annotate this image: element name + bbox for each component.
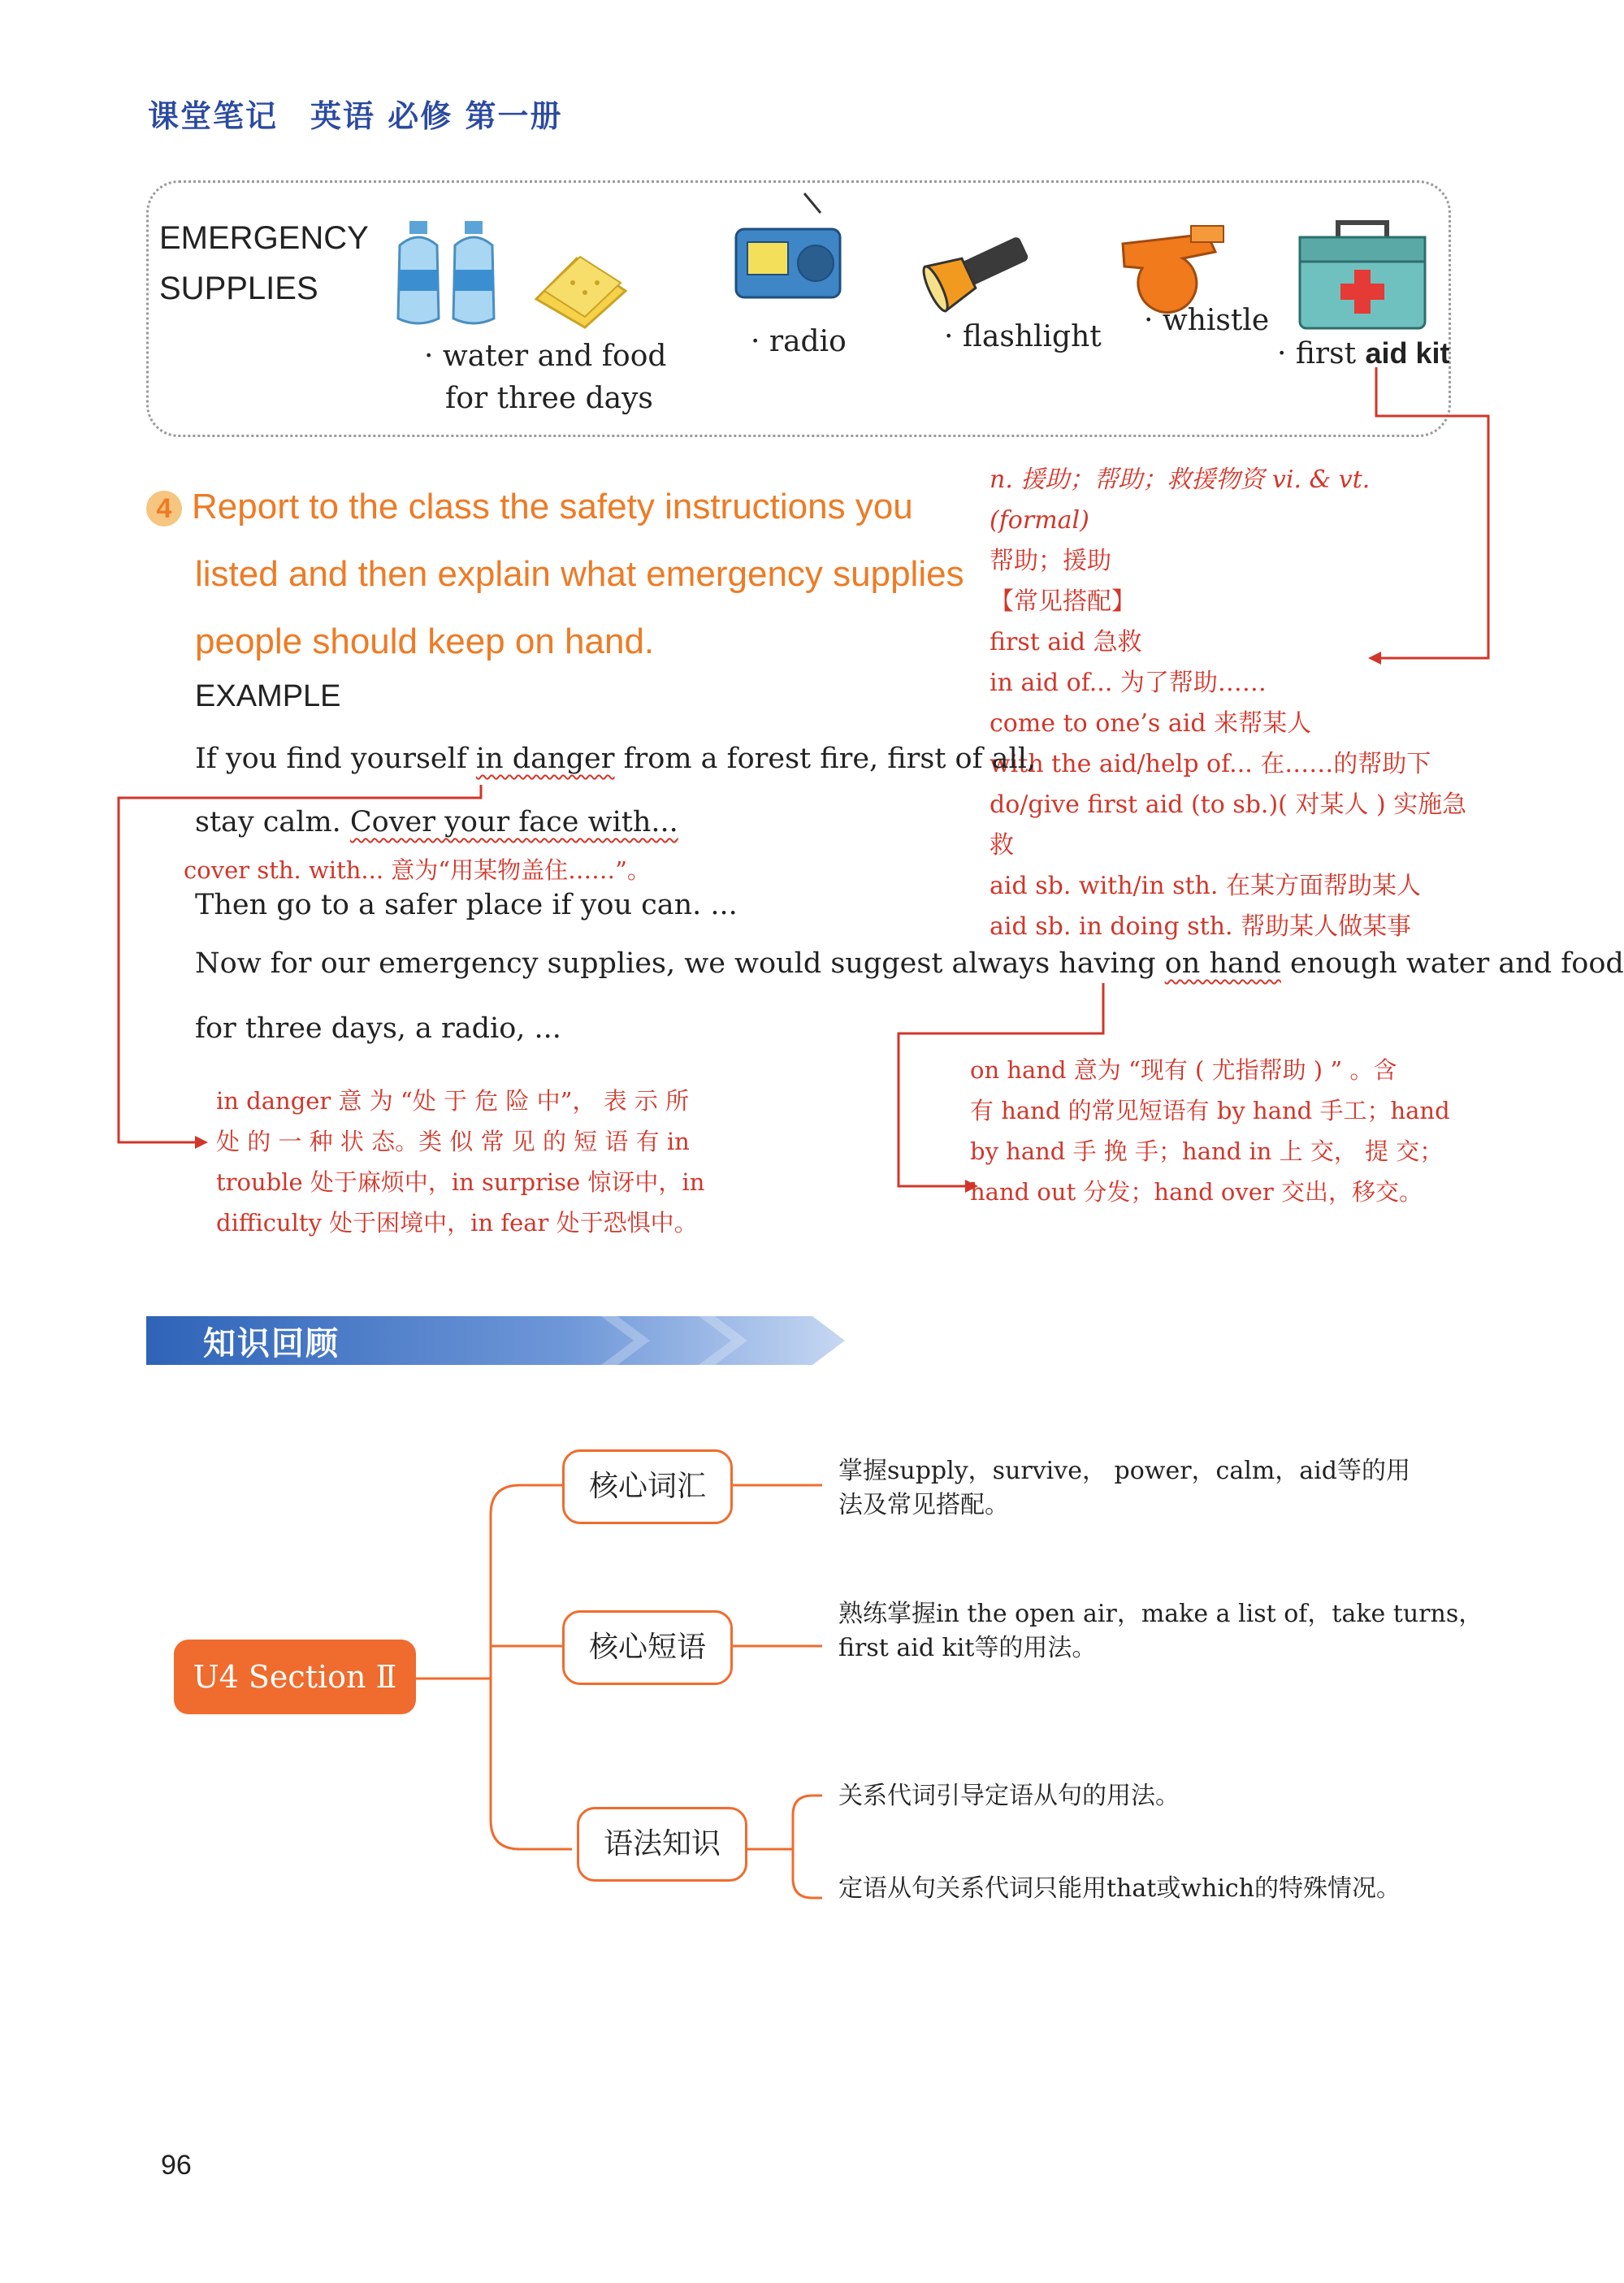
book-title: 课堂笔记 [148, 98, 279, 134]
on-hand-note: on hand 意为 “现有 ( 尤指帮助 ) ” 。含 有 hand 的常见短语有 by hand 手工；hand by hand 手 挽 手；hand in 上 交， 提 交； hand out 分发；hand over 交出，移交。 [970, 1056, 1450, 1206]
vocab-aid-note: n. 援助；帮助；救援物资 vi. & vt. (formal) 帮助；援助 【常见搭配】 first aid 急救 in aid of... 为了帮助…… come to one’s aid 来帮某人 with the aid/help of... 在……的帮助下 do/give first aid (to sb.)( 对某人 ) 实施急救 aid sb. with/in sth. 在某方面帮助某人 aid sb. in doing sth. 帮助某人做某事 [990, 466, 1467, 941]
first-aid-kit-bold: aid kit [1365, 336, 1450, 370]
mindmap-node-vocab: 核心词汇 [562, 1449, 733, 1524]
in-danger-phrase: in danger [475, 743, 615, 775]
mindmap-root: U4 Section Ⅱ [174, 1640, 416, 1714]
mindmap-desc-vocab: 掌握supply，survive， power，calm，aid等的用 法及常见搭配。 [838, 1457, 1410, 1519]
supplies-title: EMERGENCY SUPPLIES [159, 220, 369, 306]
subject-title: 英语 必修 第一册 [310, 98, 563, 134]
task-line-2: listed and then explain what emergency supplies [195, 554, 964, 594]
task-line-1: Report to the class the safety instructions you [192, 487, 913, 526]
mindmap-desc-phrases: 熟练掌握in the open air，make a list of，take turns， first aid kit等的用法。 [838, 1600, 1483, 1662]
mindmap-desc-grammar-2: 定语从句关系代词只能用that或which的特殊情况。 [838, 1874, 1401, 1903]
on-hand-phrase: on hand [1164, 947, 1281, 980]
mindmap-desc-grammar-1: 关系代词引导定语从句的用法。 [838, 1782, 1180, 1810]
flashlight-label: · flashlight [944, 320, 1102, 353]
water-food-label-1: · water and food [424, 340, 667, 373]
whistle-label: · whistle [1144, 304, 1270, 337]
water-food-label-2: for three days [445, 382, 653, 415]
task-number-badge: 4 [146, 491, 182, 526]
first-aid-kit-label: · first aid kit [1277, 336, 1450, 370]
radio-label: · radio [751, 325, 847, 358]
mindmap-node-phrases: 核心短语 [562, 1610, 733, 1685]
cover-note: cover sth. with... 意为“用某物盖住……”。 [184, 856, 651, 884]
mindmap-node-grammar: 语法知识 [577, 1807, 747, 1882]
example-sentence-1: If you find yourself in danger from a forest fire, first of all, [195, 743, 1037, 775]
example-sentence-2: stay calm. Cover your face with... [195, 806, 678, 838]
example-sentence-3: Then go to a safer place if you can. ... [195, 889, 738, 921]
page-number: 96 [161, 2150, 192, 2181]
example-sentence-5: for three days, a radio, ... [195, 1012, 561, 1045]
example-heading: EXAMPLE [195, 679, 341, 713]
cover-phrase: Cover your face with... [349, 806, 678, 838]
example-sentence-4: Now for our emergency supplies, we would suggest always having on hand enough water and food [195, 947, 1624, 980]
task-line-3: people should keep on hand. [195, 622, 655, 661]
in-danger-note: in danger 意 为 “处 于 危 险 中”， 表 示 所 处 的 一 种 状 态。类 似 常 见 的 短 语 有 in trouble 处于麻烦中，in surprise 惊讶中，in difficulty 处于困境中，in fear 处于恐惧中。 [216, 1087, 705, 1237]
review-band-title: 知识回顾 [203, 1325, 340, 1362]
